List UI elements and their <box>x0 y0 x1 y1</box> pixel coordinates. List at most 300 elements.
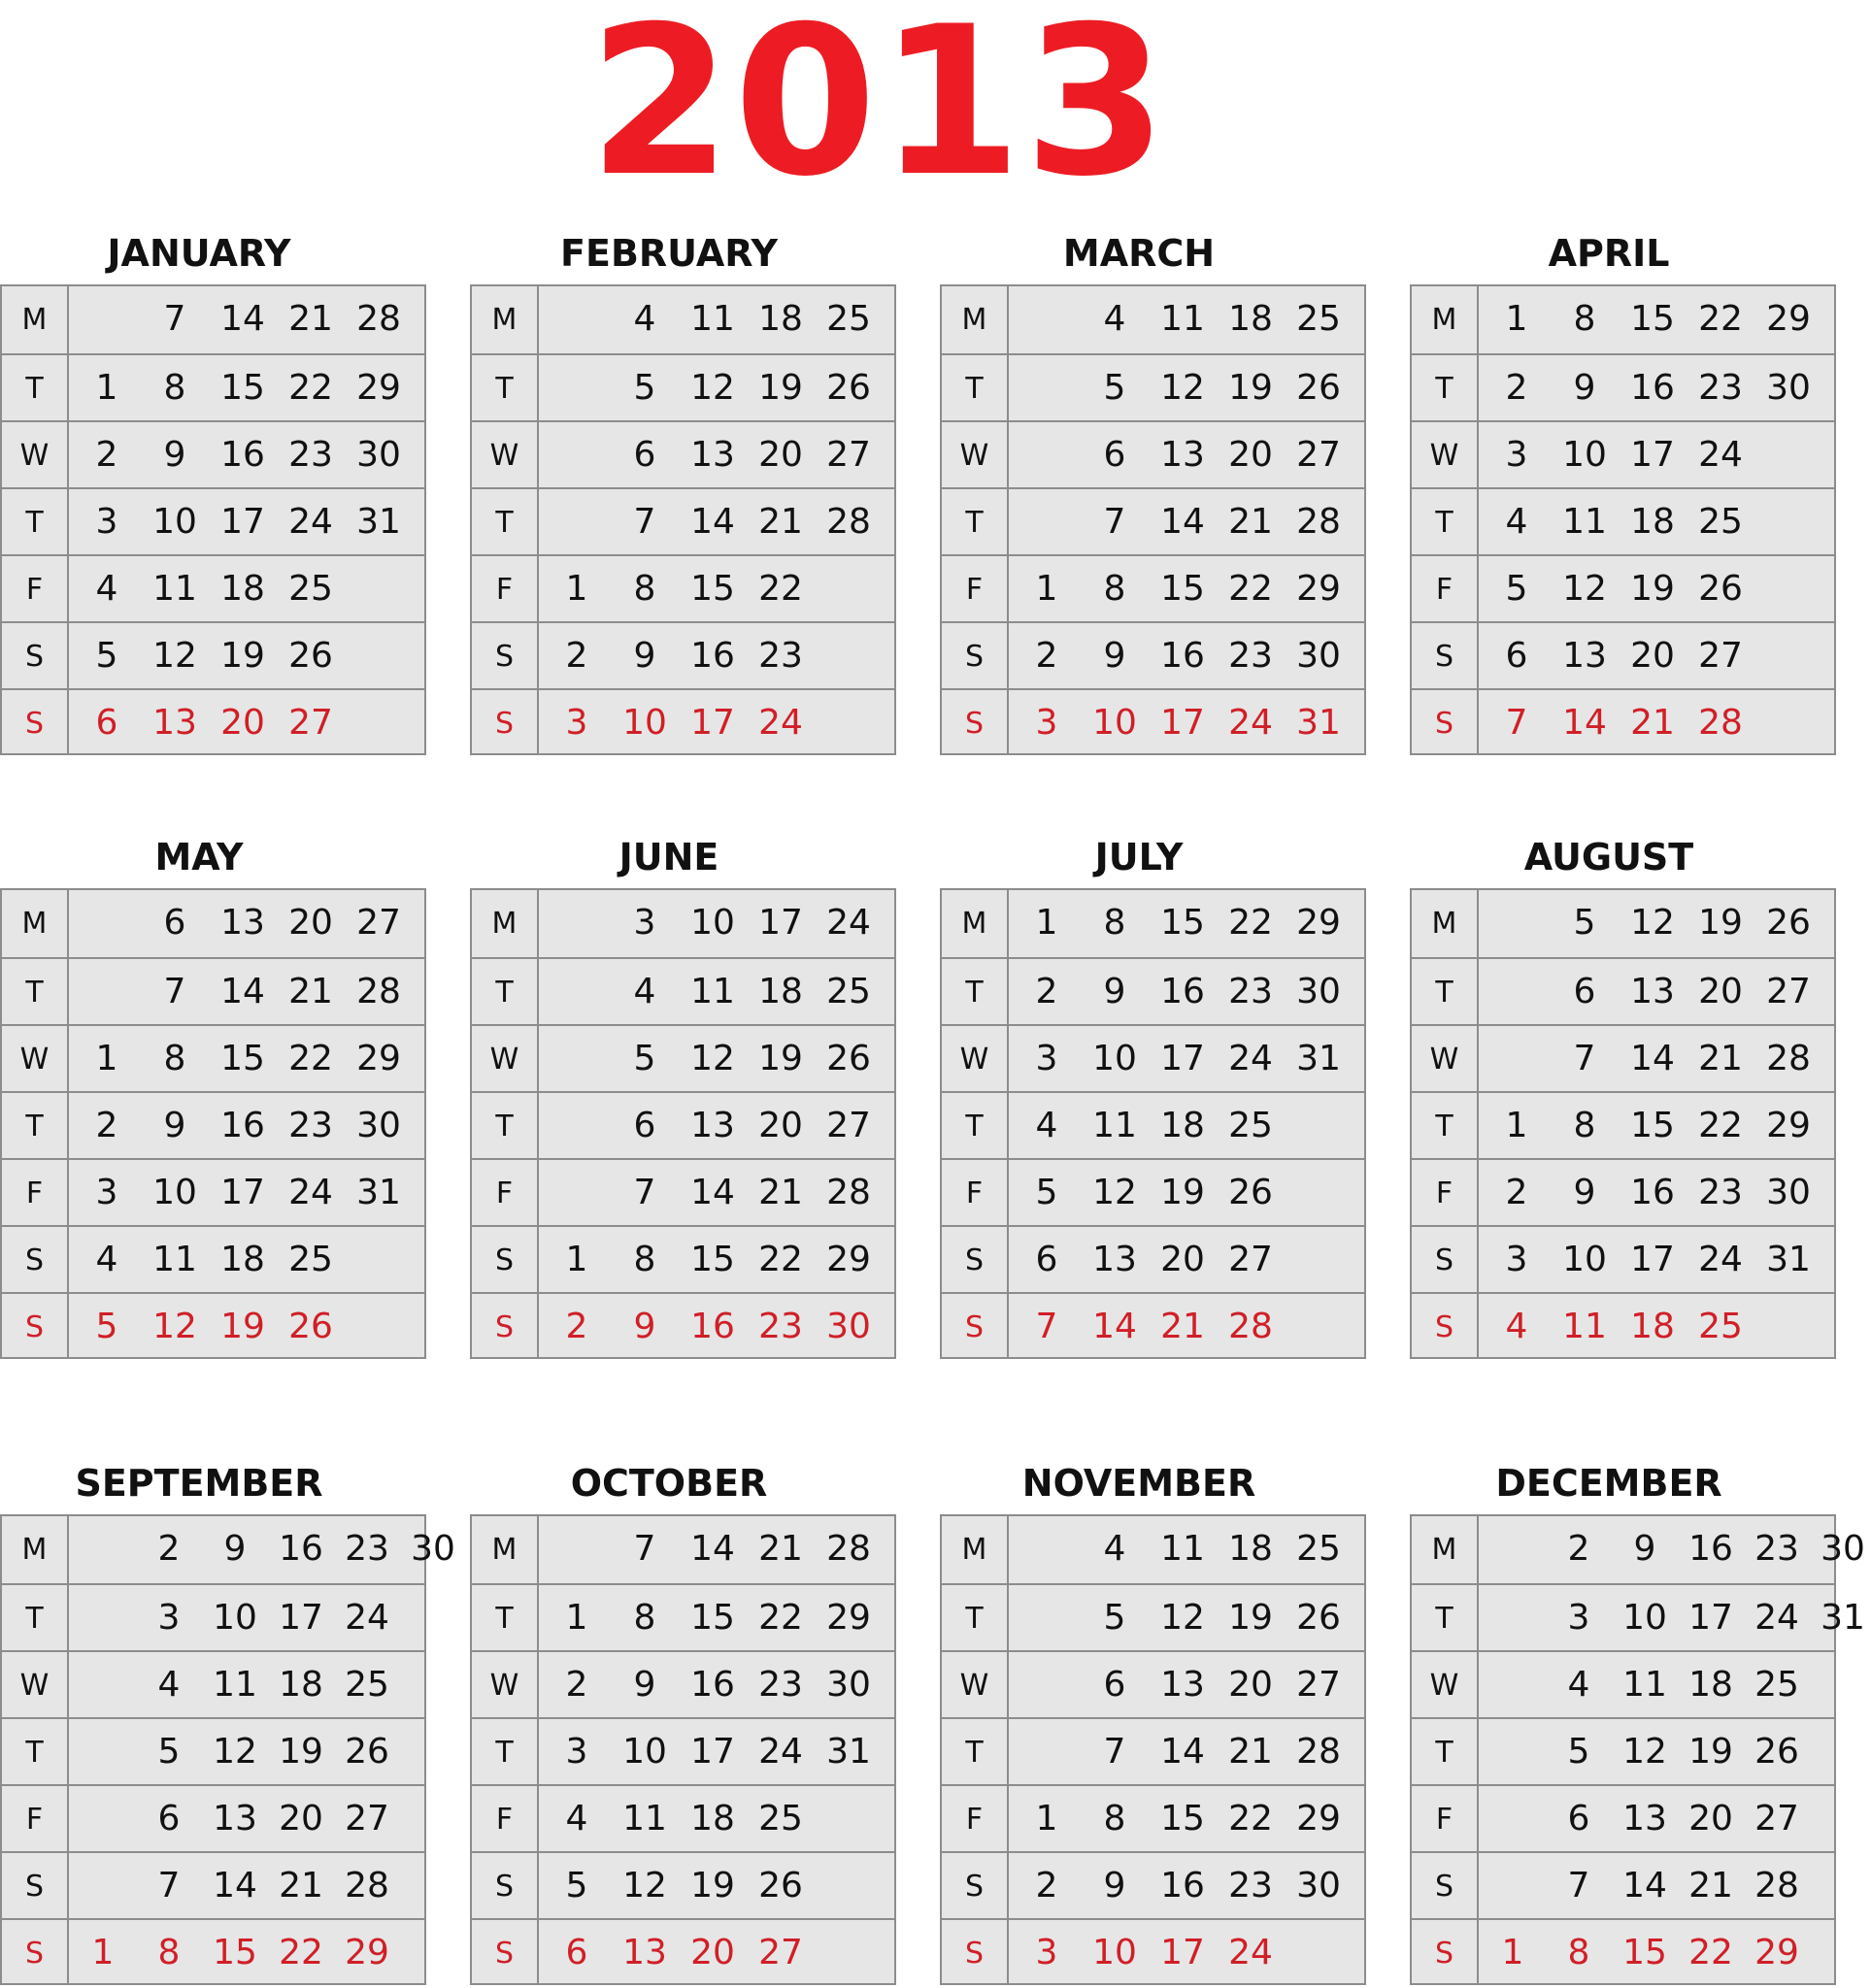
date-cell: 7 <box>1505 703 1528 743</box>
month-table <box>470 1514 896 1985</box>
date-cell: 21 <box>758 1529 803 1569</box>
weekday-label: T <box>472 1093 539 1158</box>
date-cell: 15 <box>1630 1106 1675 1145</box>
week-row <box>472 1225 894 1292</box>
date-cell: 1 <box>565 569 588 609</box>
date-cell: 25 <box>758 1799 803 1839</box>
date-cell: 2 <box>565 1665 588 1705</box>
date-cell: 24 <box>1698 435 1743 475</box>
date-cell: 23 <box>288 1106 333 1145</box>
weekday-label: W <box>472 1026 539 1091</box>
date-cell: 5 <box>1573 903 1596 943</box>
weekday-label: S <box>1412 1920 1479 1985</box>
date-cells <box>1479 1652 1834 1717</box>
date-cell: 19 <box>1160 1173 1205 1212</box>
date-cell: 18 <box>220 1240 265 1279</box>
week-row <box>2 1158 424 1225</box>
date-cell: 18 <box>279 1665 323 1705</box>
date-cells <box>539 1585 894 1650</box>
date-cell: 22 <box>1688 1933 1733 1972</box>
date-cell: 25 <box>288 1240 333 1279</box>
date-cells <box>539 422 894 487</box>
weekday-label: T <box>942 355 1009 420</box>
date-cell: 13 <box>1160 1665 1205 1705</box>
date-cells <box>1009 422 1364 487</box>
week-row <box>942 957 1364 1024</box>
date-cell: 4 <box>565 1799 588 1839</box>
date-cell: 25 <box>1296 299 1341 339</box>
date-cell: 28 <box>826 1529 871 1569</box>
date-cell: 9 <box>1633 1529 1656 1569</box>
month-title: AUGUST <box>1523 836 1694 878</box>
date-cells <box>1009 489 1364 554</box>
date-cell: 6 <box>1505 636 1528 676</box>
date-cell: 3 <box>565 1732 588 1772</box>
week-row <box>472 286 894 353</box>
week-row <box>472 1516 894 1583</box>
date-cells <box>1009 1516 1364 1583</box>
date-cell: 21 <box>1228 1732 1273 1772</box>
date-cell: 12 <box>1160 1598 1205 1638</box>
month-table <box>470 888 896 1359</box>
date-cell: 26 <box>288 1307 333 1346</box>
date-cell: 5 <box>1103 368 1126 408</box>
date-cell: 21 <box>1160 1307 1205 1346</box>
week-row <box>472 1717 894 1784</box>
date-cell: 10 <box>1562 435 1607 475</box>
date-cell: 24 <box>1228 1933 1273 1972</box>
weekday-label: S <box>942 1853 1009 1918</box>
week-row <box>472 554 894 621</box>
date-cells <box>1479 1853 1834 1918</box>
date-cell: 6 <box>633 435 656 475</box>
date-cell: 4 <box>1567 1665 1590 1705</box>
date-cell: 3 <box>1035 1039 1058 1078</box>
date-cells <box>539 1026 894 1091</box>
date-cell: 19 <box>758 368 803 408</box>
weekday-label: S <box>2 623 69 688</box>
date-cell: 7 <box>633 1529 656 1569</box>
date-cells <box>1009 286 1364 353</box>
week-row <box>472 957 894 1024</box>
date-cell: 14 <box>1630 1039 1675 1078</box>
month-title: SEPTEMBER <box>75 1462 323 1505</box>
date-cell: 14 <box>690 1173 735 1212</box>
weekday-label: M <box>1412 890 1479 957</box>
week-row <box>472 1292 894 1359</box>
date-cell: 24 <box>1228 1039 1273 1078</box>
month-table <box>470 284 896 755</box>
date-cells <box>69 1227 424 1292</box>
month-table <box>0 1514 455 1985</box>
date-cell: 14 <box>1160 1732 1205 1772</box>
date-cells <box>539 890 894 957</box>
weekday-label: S <box>472 1294 539 1359</box>
date-cells <box>539 959 894 1024</box>
date-cell: 10 <box>622 703 667 743</box>
date-cell: 14 <box>220 299 265 339</box>
weekday-label: T <box>472 489 539 554</box>
date-cells <box>69 623 424 688</box>
month-title: MAY <box>154 836 244 878</box>
date-cells <box>1009 623 1364 688</box>
date-cell: 18 <box>220 569 265 609</box>
month-title: JULY <box>1094 836 1184 878</box>
weekday-label: S <box>1412 690 1479 755</box>
date-cell: 17 <box>1630 1240 1675 1279</box>
weekday-label: S <box>942 1227 1009 1292</box>
date-cell: 25 <box>1228 1106 1273 1145</box>
date-cell: 27 <box>826 1106 871 1145</box>
weekday-label: S <box>2 1853 69 1918</box>
date-cell: 6 <box>1567 1799 1590 1839</box>
date-cell: 10 <box>152 1173 197 1212</box>
date-cell: 24 <box>288 502 333 542</box>
date-cells <box>1479 623 1834 688</box>
date-cell: 17 <box>690 703 735 743</box>
date-cell: 27 <box>1754 1799 1799 1839</box>
date-cell: 19 <box>1228 1598 1273 1638</box>
weekday-label: S <box>942 1920 1009 1985</box>
date-cell: 6 <box>1103 1665 1126 1705</box>
date-cells <box>539 556 894 621</box>
date-cell: 26 <box>1766 903 1811 943</box>
date-cells <box>69 1026 424 1091</box>
weekday-label: T <box>472 1585 539 1650</box>
week-row <box>2 353 424 420</box>
weekday-label: M <box>2 890 69 957</box>
date-cell: 2 <box>95 435 118 475</box>
date-cell: 2 <box>1505 368 1528 408</box>
date-cell: 9 <box>1573 368 1596 408</box>
weekday-label: S <box>2 1920 69 1985</box>
month-table <box>0 888 426 1359</box>
date-cell: 11 <box>622 1799 667 1839</box>
date-cell: 22 <box>288 1039 333 1078</box>
week-row <box>472 1650 894 1717</box>
date-cells <box>69 1585 424 1650</box>
date-cells <box>1479 890 1834 957</box>
date-cell: 27 <box>345 1799 389 1839</box>
date-cell: 7 <box>157 1866 181 1905</box>
month-table <box>1410 888 1836 1359</box>
month-title: FEBRUARY <box>560 232 778 275</box>
weekday-label: M <box>472 1516 539 1583</box>
date-cell: 31 <box>1821 1598 1865 1638</box>
date-cell: 20 <box>1698 972 1743 1011</box>
weekday-label: T <box>1412 1719 1479 1784</box>
date-cell: 9 <box>1573 1173 1596 1212</box>
date-cell: 2 <box>1035 972 1058 1011</box>
date-cell: 16 <box>1160 1866 1205 1905</box>
date-cell: 29 <box>826 1240 871 1279</box>
date-cell: 23 <box>1698 1173 1743 1212</box>
date-cell: 24 <box>758 703 803 743</box>
weekday-label: T <box>2 489 69 554</box>
date-cells <box>539 1853 894 1918</box>
week-row <box>472 1091 894 1158</box>
weekday-label: F <box>942 1160 1009 1225</box>
week-row <box>1412 286 1834 353</box>
week-row <box>472 1024 894 1091</box>
week-row <box>2 890 424 957</box>
date-cell: 12 <box>622 1866 667 1905</box>
date-cells <box>69 422 424 487</box>
date-cell: 9 <box>163 1106 186 1145</box>
weekday-label: W <box>942 422 1009 487</box>
date-cells <box>539 1093 894 1158</box>
date-cell: 21 <box>758 502 803 542</box>
date-cell: 26 <box>1754 1732 1799 1772</box>
date-cells <box>69 1652 424 1717</box>
date-cell: 12 <box>1622 1732 1667 1772</box>
month-title: NOVEMBER <box>1021 1462 1256 1505</box>
week-row <box>1412 1851 1834 1918</box>
date-cell: 3 <box>95 502 118 542</box>
date-cells <box>1009 1026 1364 1091</box>
date-cell: 10 <box>213 1598 257 1638</box>
weekday-label: M <box>472 286 539 353</box>
date-cell: 31 <box>356 1173 401 1212</box>
date-cell: 15 <box>1630 299 1675 339</box>
date-cell: 28 <box>1296 502 1341 542</box>
weekday-label: T <box>942 959 1009 1024</box>
year-title: 2013 <box>587 0 1170 221</box>
date-cell: 26 <box>826 368 871 408</box>
date-cell: 9 <box>1103 972 1126 1011</box>
date-cell: 9 <box>633 636 656 676</box>
week-row <box>1412 353 1834 420</box>
weekday-label: T <box>2 1719 69 1784</box>
date-cell: 5 <box>1103 1598 1126 1638</box>
date-cell: 13 <box>1630 972 1675 1011</box>
date-cell: 16 <box>220 1106 265 1145</box>
weekday-label: M <box>2 286 69 353</box>
date-cells <box>1479 1160 1834 1225</box>
date-cell: 6 <box>1103 435 1126 475</box>
week-row <box>942 420 1364 487</box>
weekday-label: S <box>2 1227 69 1292</box>
date-cell: 20 <box>1160 1240 1205 1279</box>
date-cell: 21 <box>1630 703 1675 743</box>
date-cell: 11 <box>690 299 735 339</box>
week-row <box>472 353 894 420</box>
date-cell: 4 <box>1505 502 1528 542</box>
date-cells <box>1009 1227 1364 1292</box>
date-cells <box>539 1160 894 1225</box>
date-cell: 27 <box>758 1933 803 1972</box>
date-cell: 7 <box>1035 1307 1058 1346</box>
date-cell: 13 <box>220 903 265 943</box>
week-row <box>942 1650 1364 1717</box>
date-cell: 20 <box>758 435 803 475</box>
date-cell: 31 <box>1296 703 1341 743</box>
date-cell: 5 <box>157 1732 181 1772</box>
date-cell: 12 <box>152 636 197 676</box>
date-cell: 2 <box>565 636 588 676</box>
date-cell: 22 <box>758 569 803 609</box>
week-row <box>942 1717 1364 1784</box>
weekday-label: M <box>942 286 1009 353</box>
date-cell: 10 <box>1092 1039 1137 1078</box>
date-cell: 28 <box>1698 703 1743 743</box>
month-title: OCTOBER <box>570 1462 768 1505</box>
week-row <box>2 688 424 755</box>
week-row <box>942 621 1364 688</box>
week-row <box>472 1918 894 1985</box>
date-cell: 5 <box>1505 569 1528 609</box>
weekday-label: T <box>942 489 1009 554</box>
weekday-label: T <box>942 1093 1009 1158</box>
date-cell: 25 <box>1754 1665 1799 1705</box>
date-cell: 22 <box>1698 299 1743 339</box>
week-row <box>1412 1292 1834 1359</box>
weekday-label: S <box>472 1227 539 1292</box>
weekday-label: T <box>942 1719 1009 1784</box>
date-cell: 17 <box>1160 1039 1205 1078</box>
date-cell: 19 <box>690 1866 735 1905</box>
week-row <box>2 420 424 487</box>
date-cell: 28 <box>1296 1732 1341 1772</box>
weekday-label: F <box>2 1786 69 1851</box>
date-cell: 25 <box>826 299 871 339</box>
date-cell: 4 <box>633 299 656 339</box>
week-row <box>2 1650 424 1717</box>
date-cell: 30 <box>411 1529 455 1569</box>
date-cell: 21 <box>279 1866 323 1905</box>
week-row <box>942 1516 1364 1583</box>
date-cells <box>1009 1719 1364 1784</box>
date-cell: 6 <box>157 1799 181 1839</box>
date-cell: 11 <box>690 972 735 1011</box>
date-cell: 31 <box>1296 1039 1341 1078</box>
week-row <box>2 1583 424 1650</box>
date-cell: 23 <box>1754 1529 1799 1569</box>
date-cell: 23 <box>758 1665 803 1705</box>
date-cell: 23 <box>1228 972 1273 1011</box>
date-cell: 15 <box>1160 1799 1205 1839</box>
date-cells <box>69 690 424 755</box>
date-cell: 17 <box>279 1598 323 1638</box>
date-cells <box>1009 1786 1364 1851</box>
week-row <box>1412 1516 1865 1583</box>
date-cells <box>69 959 424 1024</box>
date-cell: 9 <box>1103 636 1126 676</box>
weekday-label: T <box>2 1093 69 1158</box>
date-cell: 1 <box>565 1598 588 1638</box>
date-cell: 19 <box>220 1307 265 1346</box>
weekday-label: S <box>1412 1294 1479 1359</box>
date-cell: 30 <box>1821 1529 1865 1569</box>
week-row <box>2 487 424 554</box>
week-row <box>942 890 1364 957</box>
date-cell: 17 <box>758 903 803 943</box>
date-cell: 17 <box>1630 435 1675 475</box>
date-cell: 24 <box>1698 1240 1743 1279</box>
week-row <box>1412 890 1834 957</box>
date-cell: 17 <box>220 1173 265 1212</box>
weekday-label: S <box>942 623 1009 688</box>
date-cell: 6 <box>633 1106 656 1145</box>
date-cell: 18 <box>690 1799 735 1839</box>
date-cell: 13 <box>1562 636 1607 676</box>
date-cell: 26 <box>1296 1598 1341 1638</box>
date-cell: 14 <box>220 972 265 1011</box>
date-cell: 28 <box>1766 1039 1811 1078</box>
date-cell: 21 <box>1228 502 1273 542</box>
date-cells <box>539 1516 894 1583</box>
date-cell: 17 <box>690 1732 735 1772</box>
date-cell: 12 <box>1092 1173 1137 1212</box>
date-cell: 9 <box>633 1665 656 1705</box>
date-cell: 2 <box>1035 636 1058 676</box>
week-row <box>942 1225 1364 1292</box>
date-cell: 28 <box>826 1173 871 1212</box>
weekday-label: T <box>1412 355 1479 420</box>
week-row <box>1412 1091 1834 1158</box>
date-cells <box>69 556 424 621</box>
date-cell: 5 <box>633 1039 656 1078</box>
date-cell: 13 <box>622 1933 667 1972</box>
date-cell: 20 <box>288 903 333 943</box>
date-cell: 21 <box>288 972 333 1011</box>
date-cells <box>1009 556 1364 621</box>
week-row <box>1412 1717 1834 1784</box>
date-cell: 2 <box>1035 1866 1058 1905</box>
date-cell: 6 <box>95 703 118 743</box>
date-cell: 27 <box>288 703 333 743</box>
weekday-label: S <box>942 690 1009 755</box>
date-cell: 8 <box>1103 569 1126 609</box>
date-cell: 27 <box>1296 1665 1341 1705</box>
date-cell: 30 <box>826 1307 871 1346</box>
date-cells <box>1479 1719 1834 1784</box>
date-cell: 15 <box>220 368 265 408</box>
date-cell: 12 <box>213 1732 257 1772</box>
date-cell: 23 <box>1228 636 1273 676</box>
date-cell: 3 <box>1035 1933 1058 1972</box>
week-row <box>942 1851 1364 1918</box>
date-cell: 9 <box>223 1529 247 1569</box>
date-cell: 16 <box>1630 368 1675 408</box>
week-row <box>2 1024 424 1091</box>
date-cell: 17 <box>1688 1598 1733 1638</box>
date-cell: 4 <box>633 972 656 1011</box>
date-cell: 14 <box>690 502 735 542</box>
date-cell: 29 <box>1766 1106 1811 1145</box>
date-cell: 25 <box>1698 502 1743 542</box>
date-cell: 27 <box>1296 435 1341 475</box>
week-row <box>472 487 894 554</box>
date-cells <box>1479 1786 1834 1851</box>
date-cell: 19 <box>279 1732 323 1772</box>
date-cells <box>1009 959 1364 1024</box>
date-cell: 13 <box>1622 1799 1667 1839</box>
date-cell: 11 <box>1562 1307 1607 1346</box>
date-cells <box>1479 1227 1834 1292</box>
month-table <box>0 284 426 755</box>
date-cells <box>1009 1652 1364 1717</box>
date-cell: 3 <box>1035 703 1058 743</box>
date-cell: 28 <box>1754 1866 1799 1905</box>
weekday-label: T <box>472 355 539 420</box>
date-cell: 7 <box>1103 502 1126 542</box>
date-cell: 11 <box>1160 1529 1205 1569</box>
date-cell: 22 <box>279 1933 323 1972</box>
date-cell: 2 <box>95 1106 118 1145</box>
date-cell: 20 <box>220 703 265 743</box>
date-cell: 25 <box>1698 1307 1743 1346</box>
